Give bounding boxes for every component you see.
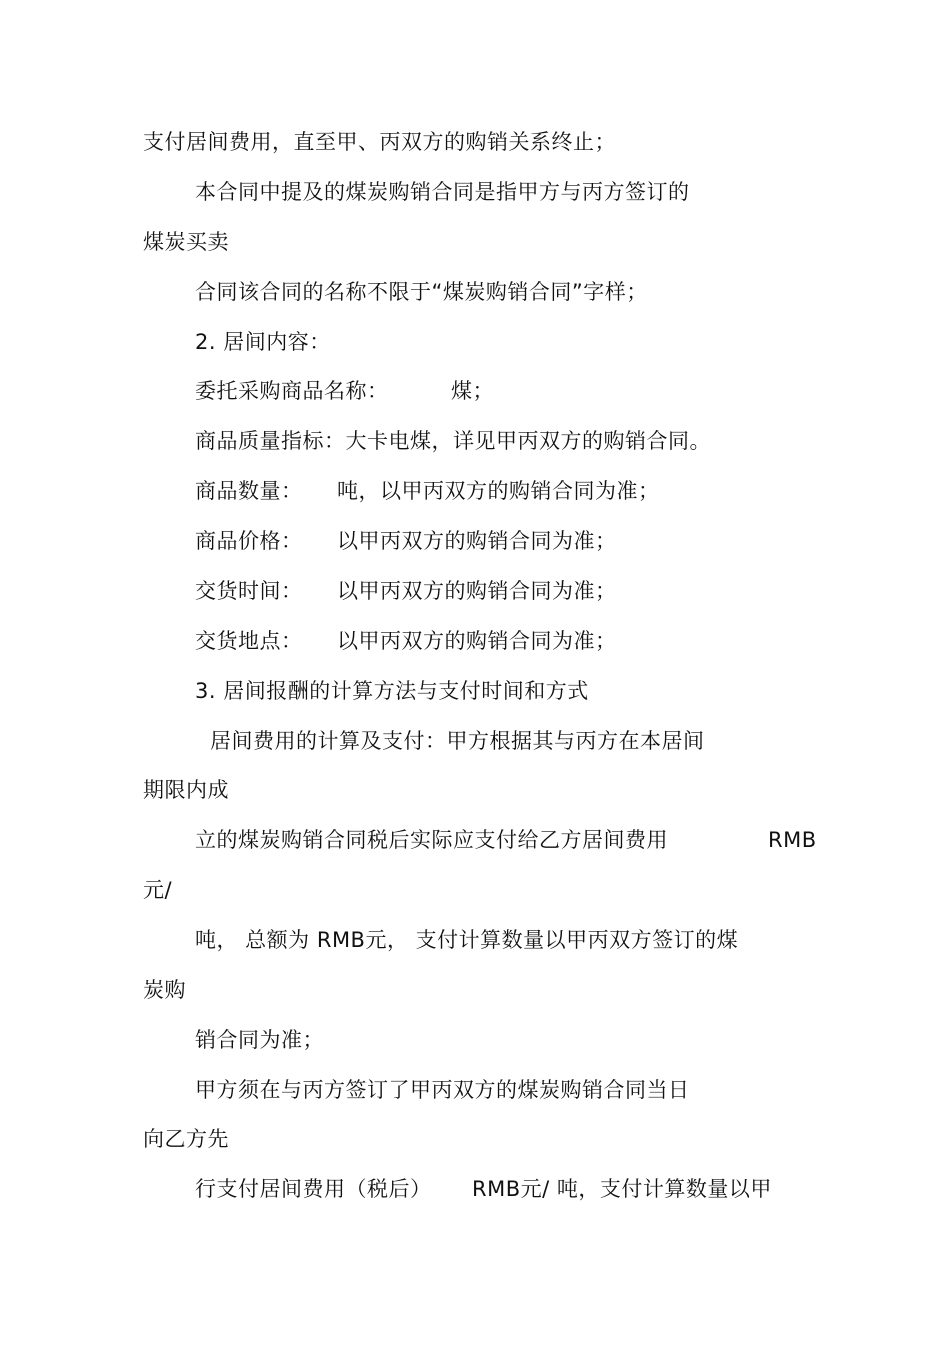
line-delivery-place-value: 以甲丙双方的购销合同为准； (337, 629, 617, 653)
line-fee-calc: 居间费用的计算及支付：甲方根据其与丙方在本居间 (210, 729, 705, 753)
line-1: 支付居间费用，直至甲、丙双方的购销关系终止； (143, 130, 616, 154)
line-fee-calc-cont: 期限内成 (143, 778, 229, 802)
line-rmb: RMB (768, 828, 817, 852)
line-4: 合同该合同的名称不限于“煤炭购销合同”字样； (195, 280, 648, 304)
line-delivery-time-value: 以甲丙双方的购销合同为准； (337, 579, 617, 603)
line-sales-contract: 销合同为准； (195, 1028, 324, 1052)
line-price-value: 以甲丙双方的购销合同为准； (337, 529, 617, 553)
line-quantity-label: 商品数量： (195, 479, 303, 503)
line-delivery-time-label: 交货时间： (195, 579, 303, 603)
section-2-heading: 2. 居间内容： (195, 330, 331, 354)
line-product-name-label: 委托采购商品名称： (195, 379, 389, 403)
line-delivery-place-label: 交货地点： (195, 629, 303, 653)
line-quantity-value: 吨，以甲丙双方的购销合同为准； (337, 479, 660, 503)
line-total-cont: 炭购 (143, 978, 186, 1002)
line-3: 煤炭买卖 (143, 230, 229, 254)
line-quality: 商品质量指标：大卡电煤，详见甲丙双方的购销合同。 (195, 429, 711, 453)
line-party-a-must-cont: 向乙方先 (143, 1127, 229, 1151)
line-price-label: 商品价格： (195, 529, 303, 553)
line-advance-fee-rmb: RMB元/ 吨，支付计算数量以甲 (472, 1177, 772, 1201)
line-yuan-per: 元/ (143, 878, 173, 902)
line-advance-fee: 行支付居间费用（税后） (195, 1177, 432, 1201)
line-established-contract: 立的煤炭购销合同税后实际应支付给乙方居间费用 (195, 828, 668, 852)
line-product-name-value: 煤； (451, 379, 494, 403)
line-total: 吨， 总额为 RMB元， 支付计算数量以甲丙双方签订的煤 (195, 928, 739, 952)
line-2: 本合同中提及的煤炭购销合同是指甲方与丙方签订的 (195, 180, 690, 204)
line-party-a-must: 甲方须在与丙方签订了甲丙双方的煤炭购销合同当日 (195, 1078, 690, 1102)
section-3-heading: 3. 居间报酬的计算方法与支付时间和方式 (195, 679, 589, 703)
